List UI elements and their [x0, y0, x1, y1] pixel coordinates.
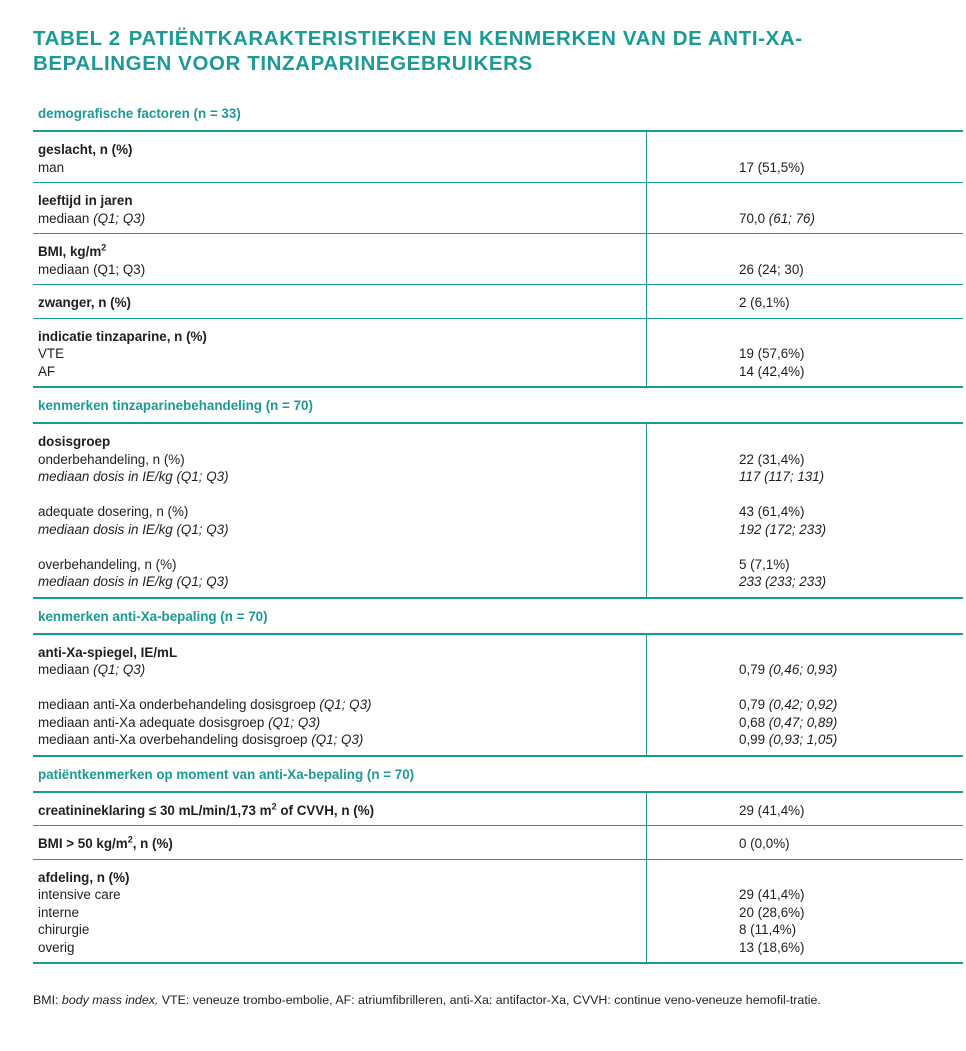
row-value: 2 (6,1%) [739, 295, 790, 310]
row-label: mediaan (Q1; Q3) [38, 261, 146, 277]
row-value: 0,79 [739, 662, 766, 677]
row-label-cell [33, 860, 647, 963]
row-label-cell: anti-Xa-spiegel, IE/mL mediaan (Q1; Q3) mediaan anti-Xa onderbehandeling dosisgroep (Q1; Q3) mediaan anti-Xa adequate dosisgroep (Q1; Q3) mediaan anti-Xa overbehandeling dosisgroep (Q1; Q3) [33, 635, 647, 755]
row-value: 22 (31,4%) [739, 451, 805, 467]
row-value: 20 (28,6%) [739, 904, 805, 920]
row-label-italic: mediaan dosis in IE/kg (Q1; Q3) [38, 574, 229, 589]
row-title: BMI, $kg/m^2$ [38, 242, 107, 259]
section-heading-patient: patiëntkenmerken op moment van anti-Xa-bepaling (n = 70) [33, 757, 963, 793]
row-title: geslacht, n (%) [38, 142, 133, 157]
table-row [33, 826, 963, 860]
row-value: 0,68 [739, 714, 766, 730]
row-value: 70,0 [739, 210, 766, 226]
row-title: dosisgroep [38, 434, 111, 449]
row-label: interne [38, 904, 79, 920]
row-value: 0 (0,0%) [739, 836, 790, 851]
section-heading-demographics: demografische factoren (n = 33) [33, 96, 963, 132]
row-label-cell [33, 424, 647, 597]
row-label-cell [33, 319, 647, 387]
row-value-cell [647, 132, 963, 182]
row-value: 8 (11,4%) [739, 922, 797, 937]
table-row [33, 319, 963, 389]
row-label: AF [38, 363, 56, 379]
row-value: 0,99 [739, 732, 766, 747]
table-row [33, 183, 963, 234]
row-title: zwanger, n (%) [38, 295, 132, 310]
row-label: intensive care [38, 887, 121, 902]
row-value-italic: 117 (117; 131) [739, 469, 825, 484]
row-label-cell [33, 826, 647, 859]
row-label-italic: (Q1; Q3) [93, 210, 146, 226]
row-value: 13 (18,6%) [739, 939, 805, 955]
row-value-cell [647, 183, 963, 233]
table-row [33, 793, 963, 827]
row-label: chirurgie [38, 922, 90, 937]
row-label-cell [33, 183, 647, 233]
table-title [33, 26, 933, 76]
row-label: mediaan anti-Xa adequate dosisgroep [38, 714, 265, 730]
row-title: leeftijd in jaren [38, 193, 133, 208]
row-value: 14 (42,4%) [739, 363, 805, 379]
row-value: 19 (57,6%) [739, 346, 805, 361]
row-value-italic: (61; 76) [768, 210, 815, 226]
row-label: overig [38, 939, 75, 955]
row-label: mediaan anti-Xa onderbehandeling dosisgroep [38, 697, 316, 712]
row-label-italic: mediaan dosis in IE/kg (Q1; Q3) [38, 469, 229, 484]
row-value-cell [647, 793, 963, 826]
row-value: 43 (61,4%) [739, 504, 805, 519]
row-value-cell [647, 860, 963, 963]
row-label-cell [33, 793, 647, 826]
row-title: afdeling, n (%) [38, 869, 130, 885]
row-title: BMI > 50 $kg/m^2$, n (%) [38, 834, 173, 851]
table-row [33, 132, 963, 183]
row-value: 5 (7,1%) [739, 556, 790, 572]
row-title: anti-Xa-spiegel, IE/mL [38, 644, 178, 660]
row-label: onderbehandeling, n (%) [38, 451, 185, 467]
table-number: TABEL 2 [33, 27, 121, 50]
row-label: VTE [38, 346, 65, 361]
row-value-italic: 192 (172; 233) [739, 521, 827, 537]
table-row [33, 424, 963, 599]
row-value-cell [647, 319, 963, 387]
row-value: 26 (24; 30) [739, 261, 804, 277]
row-value-cell [647, 285, 963, 318]
row-label-cell [33, 285, 647, 318]
row-value: 29 (41,4%) [739, 802, 805, 818]
row-label: mediaan anti-Xa overbehandeling dosisgroep [38, 732, 308, 747]
row-value-cell: 0,79 (0,46; 0,93) 0,79 (0,42; 0,92) 0,68 (0,47; 0,89) 0,99 (0,93; 1,05) [739, 662, 838, 747]
row-label-cell [33, 132, 647, 182]
row-value-cell [647, 234, 963, 284]
table-row [33, 635, 963, 757]
row-label: mediaan [38, 662, 90, 677]
table-row [33, 860, 963, 965]
table-row [33, 285, 963, 319]
section-heading-treatment: kenmerken tinzaparinebehandeling (n = 70) [33, 388, 963, 424]
title-line-1: PATIËNTKARAKTERISTIEKEN EN KENMERKEN VAN DE ANTI-XA- [128, 27, 803, 50]
table-footnote: BMI: body mass index, VTE: veneuze trombo-embolie, AF: atriumfibrilleren, anti-Xa: antifactor-Xa, CVVH: continue veno-veneuze hemofil-tratie. [33, 993, 821, 1007]
section-heading-anti-xa: kenmerken anti-Xa-bepaling (n = 70) [33, 599, 963, 635]
row-label: man [38, 159, 65, 175]
row-value: 0,79 [739, 697, 766, 712]
row-label: mediaan [38, 210, 90, 226]
title-line-2: BEPALINGEN VOOR TINZAPARINEGEBRUIKERS [33, 52, 533, 75]
row-value-italic: 233 (233; 233) [739, 574, 827, 589]
row-title: creatinineklaring ≤ 30 mL/min/1,73 $m^2$ of CVVH, n (%) [38, 801, 375, 818]
row-label-cell [33, 234, 647, 284]
row-label-italic: mediaan dosis in IE/kg (Q1; Q3) [38, 521, 229, 537]
row-value-cell [647, 424, 963, 597]
row-value: 29 (41,4%) [739, 887, 805, 902]
table-row [33, 234, 963, 285]
row-label: overbehandeling, n (%) [38, 556, 177, 572]
row-label: adequate dosering, n (%) [38, 504, 189, 519]
characteristics-table [33, 96, 963, 964]
row-value: 17 (51,5%) [739, 159, 805, 175]
row-value-cell [647, 826, 963, 859]
row-title: indicatie tinzaparine, n (%) [38, 328, 207, 344]
